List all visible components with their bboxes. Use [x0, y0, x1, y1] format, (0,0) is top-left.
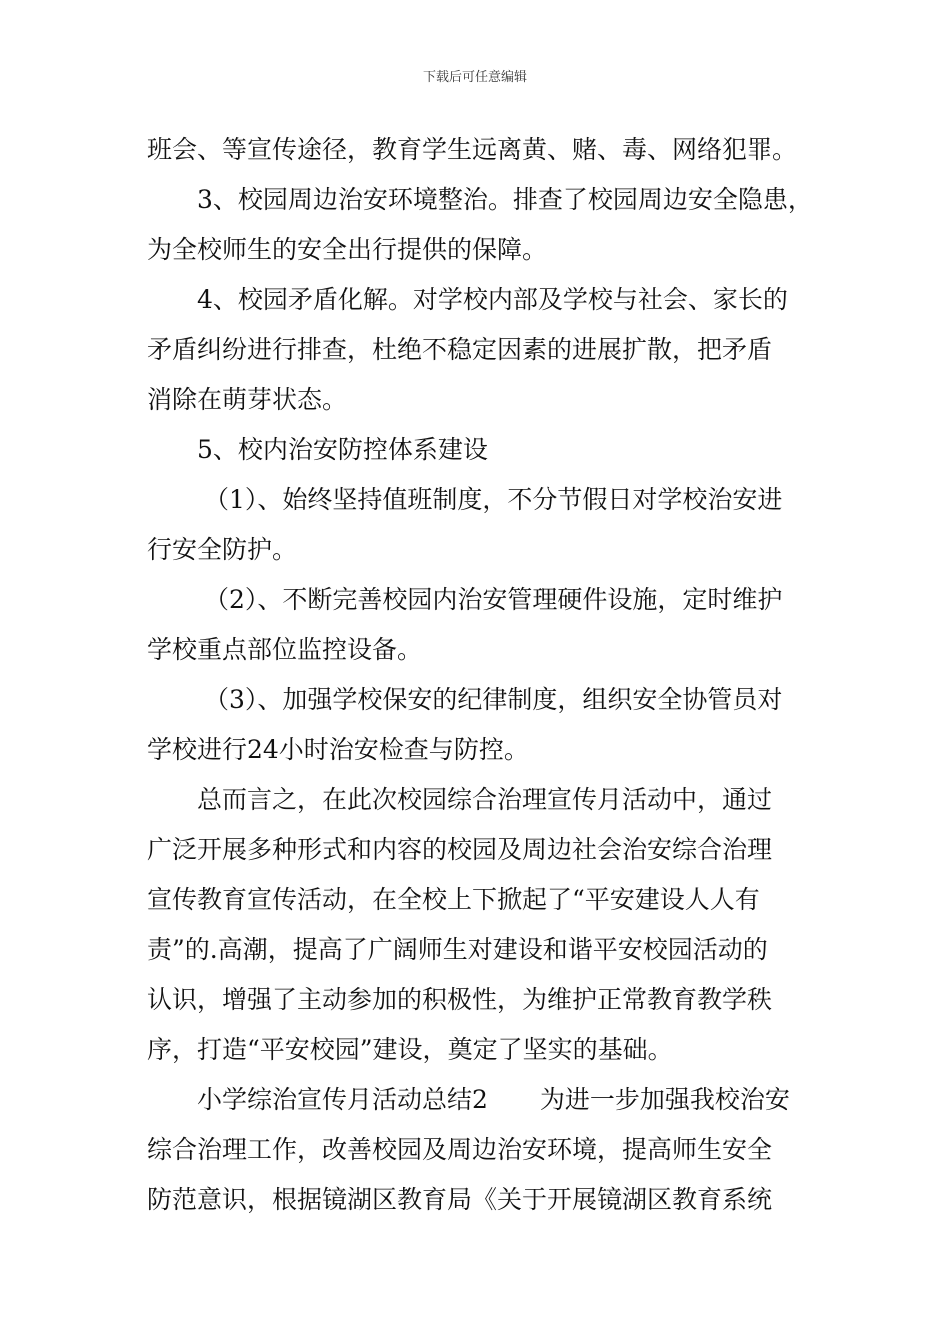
document-body: [147, 125, 812, 1225]
section-heading: 5、校内治安防控体系建设: [197, 435, 488, 464]
text-line: 广泛开展多种形式和内容的校园及周边社会治安综合治理: [147, 835, 773, 864]
text-line: 行安全防护。: [147, 535, 298, 564]
text-line: 3、校园周边治安环境整治。排查了校园周边安全隐患，: [197, 185, 813, 214]
page-header: 下载后可任意编辑: [422, 70, 527, 85]
text-line: 防范意识，根据镜湖区教育局《关于开展镜湖区教育系统: [147, 1185, 773, 1214]
text-line: 宣传教育宣传活动，在全校上下掀起了“平安建设人人有: [147, 885, 760, 914]
text-line: 责”的.高潮，提高了广阔师生对建设和谐平安校园活动的: [147, 935, 768, 964]
text-line: 序，打造“平安校园”建设，奠定了坚实的基础。: [147, 1035, 673, 1064]
article-title: 小学综治宣传月活动总结2: [197, 1085, 488, 1114]
text-line: 学校重点部位监控设备。: [147, 635, 423, 664]
text-line: （3）、加强学校保安的纪律制度，组织安全协管员对: [204, 685, 783, 714]
text-line: 总而言之，在此次校园综合治理宣传月活动中，通过: [197, 785, 773, 814]
text-line: 4、校园矛盾化解。对学校内部及学校与社会、家长的: [197, 285, 788, 314]
text-line: （1）、始终坚持值班制度，不分节假日对学校治安进: [204, 485, 783, 514]
text-line: 消除在萌芽状态。: [147, 385, 348, 414]
text-run: 为进一步加强我校治安: [539, 1085, 790, 1114]
text-line: （2）、不断完善校园内治安管理硬件设施，定时维护: [204, 585, 783, 614]
text-line: 综合治理工作，改善校园及周边治安环境，提高师生安全: [147, 1135, 773, 1164]
text-line: [147, 1075, 812, 1125]
text-line: 认识，增强了主动参加的积极性，为维护正常教育教学秩: [147, 985, 773, 1014]
text-line: 班会、等宣传途径，教育学生远离黄、赌、毒、网络犯罪。: [147, 135, 798, 164]
text-line: 矛盾纠纷进行排查，杜绝不稳定因素的进展扩散，把矛盾: [147, 335, 773, 364]
text-line: 为全校师生的安全出行提供的保障。: [147, 235, 548, 264]
text-line: 学校进行24小时治安检查与防控。: [147, 735, 529, 764]
